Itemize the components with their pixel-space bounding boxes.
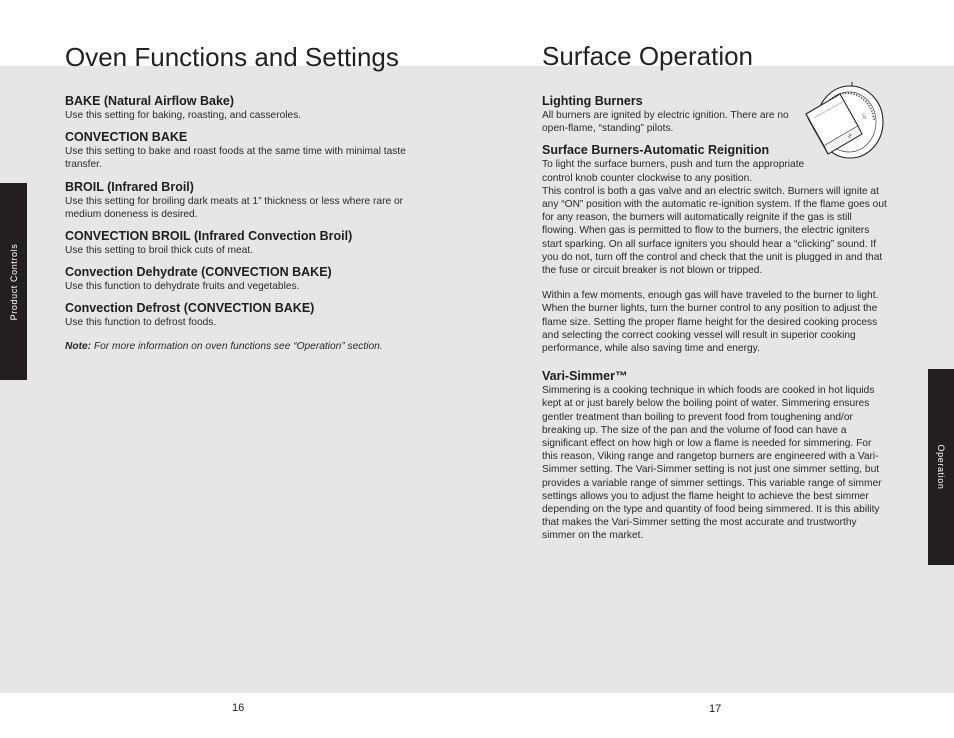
section-text: Use this setting to broil thick cuts of meat. <box>65 245 253 257</box>
section-automatic-reignition <box>542 143 888 355</box>
side-tab-product-controls <box>0 183 27 380</box>
section-convection-bake <box>65 130 420 171</box>
page-number-right: 17 <box>709 703 722 715</box>
section-text: Within a few moments, enough gas will have traveled to the burner to light. When the burner lights, turn the burner control to any position to adjust the flame size. Setting the proper flame height for the desired cooking process and selecting the correct cooking vessel will result in superior cooking performance, while also saving time and energy. <box>542 290 879 355</box>
section-heading: Convection Defrost (CONVECTION BAKE) <box>65 301 315 316</box>
section-heading: CONVECTION BROIL (Infrared Convection Broil) <box>65 229 353 244</box>
section-heading: Vari-Simmer™ <box>542 369 628 384</box>
section-vari-simmer <box>542 369 888 542</box>
section-heading: Surface Burners-Automatic Reignition <box>542 143 770 158</box>
page-title-oven-functions: Oven Functions and Settings <box>65 42 399 72</box>
control-knob-illustration <box>788 80 888 170</box>
section-convection-dehydrate <box>65 265 420 293</box>
section-text: Simmering is a cooking technique in which foods are cooked in hot liquids kept at or just barely below the boiling point of water. Simmering ensures gentler treatment than boiling to prevent food from toughening and/or breaking up. The size of the pan and the volume of food can have a significant effect on how high or low a flame is needed for simmering. For this reason, Viking range and rangetop burners are engineered with a Vari-Simmer setting. The Vari-Simmer setting is not just one simmer setting, but provides a variable range of simmer settings. This variable range of simmer settings allows you to adjust the flame height to achieve the best simmer depending on the type and quantity of food being simmered. It is this ability that makes the Vari-Simmer setting the most accurate and trustworthy simmer on the market. <box>542 385 882 542</box>
section-text: Use this function to defrost foods. <box>65 317 217 329</box>
section-convection-broil <box>65 229 420 257</box>
page-title-surface-operation: Surface Operation <box>542 41 754 71</box>
note-text: For more information on oven functions see “Operation” section. <box>91 340 383 352</box>
side-tab-label: Product Controls <box>8 243 19 320</box>
section-heading: Convection Dehydrate (CONVECTION BAKE) <box>65 265 332 280</box>
section-text: To light the surface burners, push and turn the appropriate control knob counter clockwise to any position. <box>542 159 805 184</box>
side-tab-operation <box>928 369 954 565</box>
section-text: This control is both a gas valve and an electric switch. Burners will ignite at any “ON” position with the automatic re-ignition system. If the flame goes out for any reason, the burners will automatically reignite if the gas is still flowing. When gas is permitted to flow to the burners, the electric igniters start sparking. On all surface igniters you should hear a “clicking” sound. If you do not, turn off the control and check that the unit is plugged in and that the fuse or circuit breaker is not blown or tripped. <box>542 185 887 277</box>
section-bake <box>65 94 420 122</box>
side-tab-label: Operation <box>936 444 946 490</box>
section-heading: CONVECTION BAKE <box>65 130 188 145</box>
section-heading: BAKE (Natural Airflow Bake) <box>65 94 235 108</box>
section-convection-defrost <box>65 301 420 329</box>
section-text: Use this function to dehydrate fruits and vegetables. <box>65 281 300 293</box>
section-broil <box>65 180 420 221</box>
section-text: All burners are ignited by electric ignition. There are no open-flame, “standing” pilots. <box>542 110 789 135</box>
note <box>65 340 420 353</box>
svg-text:LO: LO <box>861 112 868 120</box>
section-text: Use this setting for broiling dark meats at 1” thickness or less where rare or medium doneness is desired. <box>65 195 404 220</box>
section-heading: Lighting Burners <box>542 94 643 108</box>
oven-functions-column <box>65 94 420 363</box>
svg-text:HI: HI <box>846 132 853 139</box>
section-text: Use this setting to bake and roast foods at the same time with minimal taste transfer. <box>65 146 406 171</box>
note-label: Note: <box>65 340 92 352</box>
section-heading: BROIL (Infrared Broil) <box>65 179 194 194</box>
section-text: Use this setting for baking, roasting, and casseroles. <box>65 110 302 121</box>
page-number-left: 16 <box>232 702 245 714</box>
